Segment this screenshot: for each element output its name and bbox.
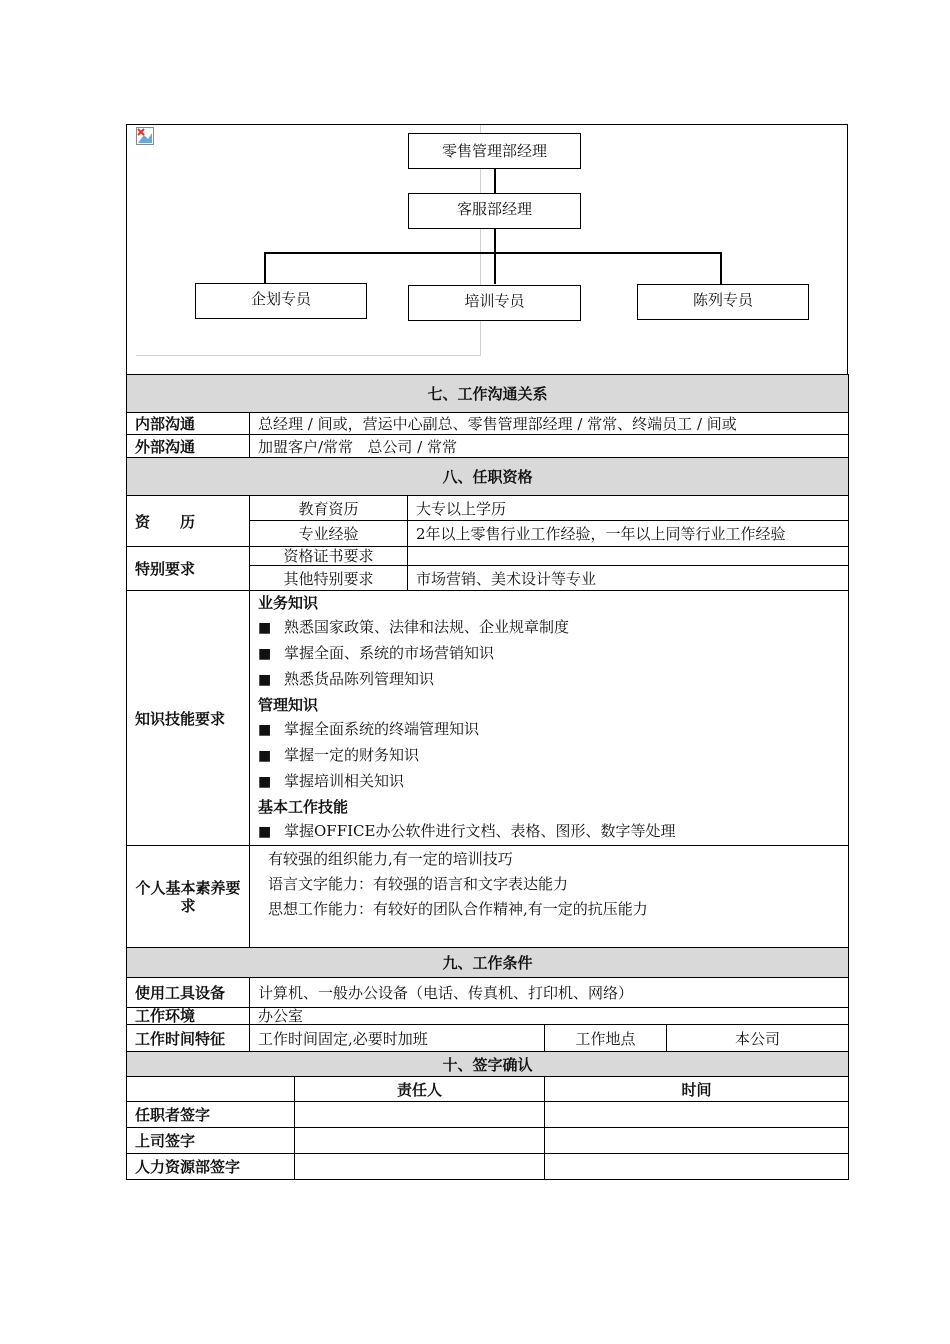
external-comm-value: 加盟客户/常常 总公司 / 常常 (250, 435, 849, 458)
section10-title: 十、签字确认 (127, 1052, 849, 1077)
work-time-row (127, 1025, 849, 1052)
knowledge-item: ■ 掌握一定的财务知识 (258, 743, 840, 769)
signature-time-field[interactable] (545, 1154, 849, 1180)
certificate-row (127, 547, 849, 566)
knowledge-heading: 业务知识 (258, 594, 319, 612)
personal-line: 思想工作能力：有较好的团队合作精神,有一定的抗压能力 (268, 900, 648, 918)
org-connector (494, 169, 496, 193)
environment-value: 办公室 (250, 1008, 849, 1025)
resume-label: 资 历 (127, 496, 250, 547)
broken-image-icon (136, 127, 154, 145)
org-chart (126, 124, 848, 374)
knowledge-item: ■ 熟悉货品陈列管理知识 (258, 667, 840, 693)
bullet-square-icon: ■ (258, 620, 272, 636)
other-special-value: 市场营销、美术设计等专业 (408, 566, 849, 591)
work-time-value: 工作时间固定,必要时加班 (250, 1025, 545, 1052)
education-sub-label: 教育资历 (250, 496, 408, 521)
internal-comm-label: 内部沟通 (127, 413, 250, 435)
signature-header-row (127, 1077, 849, 1102)
external-comm-label: 外部沟通 (127, 435, 250, 458)
tools-row (127, 978, 849, 1008)
knowledge-row (127, 591, 849, 846)
work-place-value: 本公司 (667, 1025, 849, 1052)
internal-comm-value: 总经理 / 间或，营运中心副总、零售管理部经理 / 常常、终端员工 / 间或 (250, 413, 849, 435)
knowledge-label: 知识技能要求 (127, 591, 250, 846)
personal-content (250, 846, 849, 948)
personal-line: 语言文字能力：有较强的语言和文字表达能力 (268, 875, 569, 893)
signature-col-person: 责任人 (295, 1077, 545, 1102)
personal-label: 个人基本素养要求 (127, 846, 250, 948)
experience-sub-label: 专业经验 (250, 521, 408, 547)
signature-row (127, 1154, 849, 1180)
signature-row-label: 人力资源部签字 (127, 1154, 295, 1180)
org-connector (494, 229, 496, 253)
signature-time-field[interactable] (545, 1102, 849, 1128)
tools-value: 计算机、一般办公设备（电话、传真机、打印机、网络） (250, 978, 849, 1008)
bullet-square-icon: ■ (258, 774, 272, 790)
signature-row-label: 上司签字 (127, 1128, 295, 1154)
knowledge-item: ■ 熟悉国家政策、法律和法规、企业规章制度 (258, 615, 840, 641)
bullet-square-icon: ■ (258, 646, 272, 662)
signature-person-field[interactable] (295, 1128, 545, 1154)
environment-label: 工作环境 (127, 1008, 250, 1025)
org-connector (264, 252, 266, 284)
org-connector (494, 252, 496, 284)
education-row (127, 496, 849, 521)
org-node-planning: 企划专员 (195, 283, 367, 319)
certificate-value (408, 547, 849, 566)
knowledge-heading: 管理知识 (258, 696, 319, 714)
signature-header-blank (127, 1077, 295, 1102)
certificate-sub-label: 资格证书要求 (250, 547, 408, 566)
other-special-sub-label: 其他特别要求 (250, 566, 408, 591)
personal-line: 有较强的组织能力,有一定的培训技巧 (268, 850, 513, 868)
work-place-label: 工作地点 (545, 1025, 667, 1052)
org-node-display: 陈列专员 (637, 284, 809, 320)
signature-row (127, 1128, 849, 1154)
tools-label: 使用工具设备 (127, 978, 250, 1008)
internal-comm-row (127, 413, 849, 435)
signature-person-field[interactable] (295, 1154, 545, 1180)
knowledge-content (250, 591, 849, 846)
knowledge-item: ■ 掌握培训相关知识 (258, 769, 840, 795)
bullet-square-icon: ■ (258, 672, 272, 688)
signature-row-label: 任职者签字 (127, 1102, 295, 1128)
personal-row (127, 846, 849, 948)
org-node-training: 培训专员 (408, 285, 581, 321)
job-table (126, 374, 849, 1180)
bullet-square-icon: ■ (258, 722, 272, 738)
section9-title: 九、工作条件 (127, 948, 849, 978)
bullet-square-icon: ■ (258, 748, 272, 764)
education-value: 大专以上学历 (408, 496, 849, 521)
signature-col-time: 时间 (545, 1077, 849, 1102)
bullet-square-icon: ■ (258, 824, 272, 840)
external-comm-row (127, 435, 849, 458)
experience-value: 2年以上零售行业工作经验，一年以上同等行业工作经验 (408, 521, 849, 547)
work-time-label: 工作时间特征 (127, 1025, 250, 1052)
special-label: 特别要求 (127, 547, 250, 591)
signature-row (127, 1102, 849, 1128)
section7-title: 七、工作沟通关系 (127, 375, 849, 413)
environment-row (127, 1008, 849, 1025)
section8-title: 八、任职资格 (127, 458, 849, 496)
org-node-service-manager: 客服部经理 (408, 193, 581, 229)
org-node-retail-manager: 零售管理部经理 (408, 133, 581, 169)
knowledge-heading: 基本工作技能 (258, 798, 349, 816)
signature-person-field[interactable] (295, 1102, 545, 1128)
job-description-sheet (126, 124, 848, 1180)
org-connector (720, 252, 722, 284)
knowledge-item: ■ 掌握全面、系统的市场营销知识 (258, 641, 840, 667)
knowledge-item: ■ 掌握OFFICE办公软件进行文档、表格、图形、数字等处理 (258, 819, 840, 845)
signature-time-field[interactable] (545, 1128, 849, 1154)
org-branch-line (264, 252, 722, 254)
knowledge-item: ■ 掌握全面系统的终端管理知识 (258, 717, 840, 743)
